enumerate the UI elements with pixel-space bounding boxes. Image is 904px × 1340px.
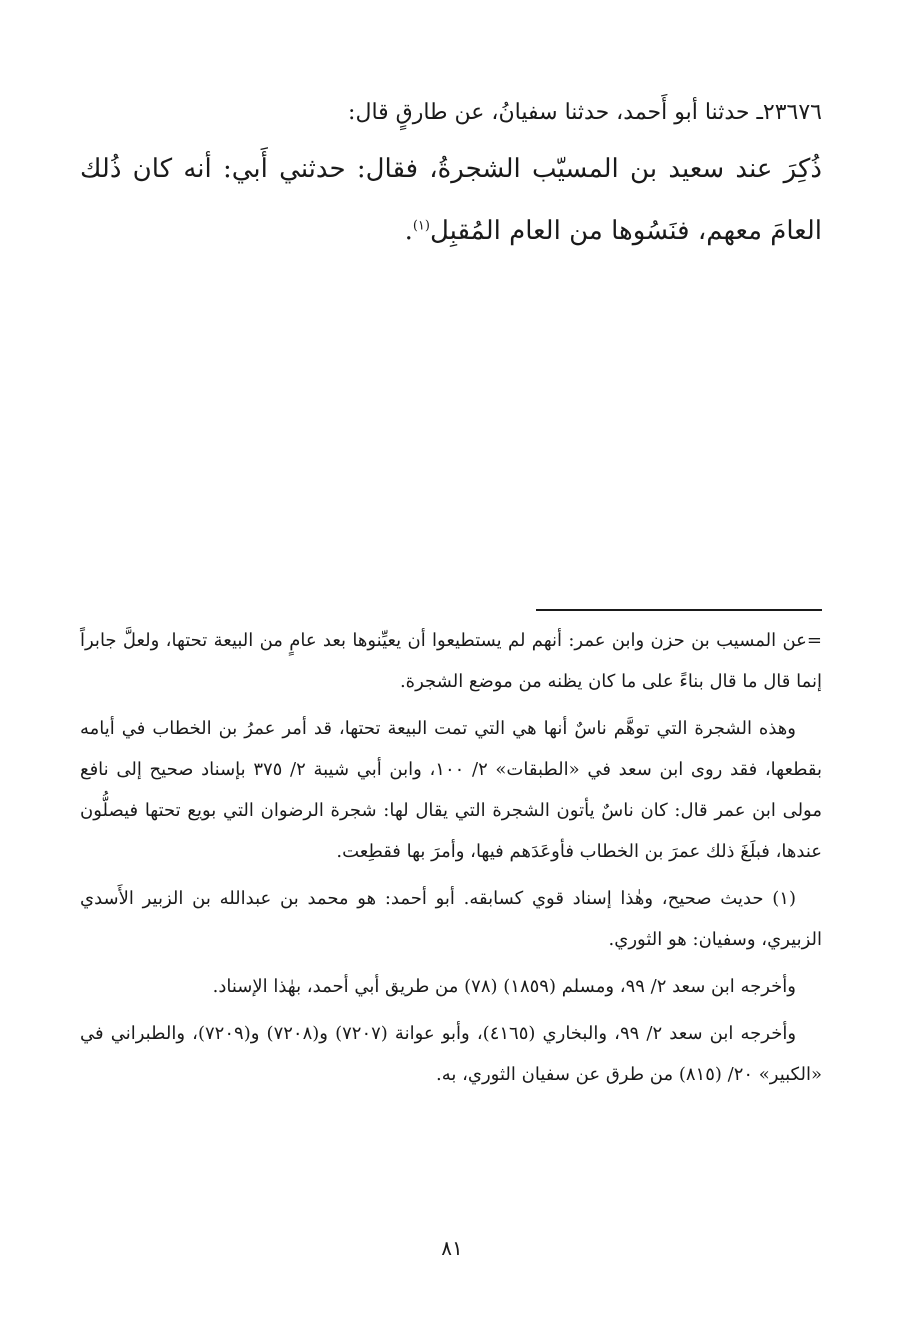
- footnote-continuation: =عن المسيب بن حزن وابن عمر: أنهم لم يستطيعوا أن يعيِّنوها بعد عامٍ من البيعة تحتها، ولعلَّ جابراً إنما قال ما قال بناءً على ما كان يظنه من موضع الشجرة.: [80, 630, 822, 692]
- hadith-body: [80, 138, 822, 262]
- footnote-takhrij-1: وأخرجه ابن سعد ٢/ ٩٩، ومسلم (١٨٥٩) (٧٨) من طريق أبي أحمد، بهٰذا الإسناد.: [212, 976, 796, 997]
- footnote-paragraph-tree: وهذه الشجرة التي توهَّم ناسٌ أنها هي التي تمت البيعة تحتها، قد أمر عمرُ بن الخطاب في أيامه بقطعها، فقد روى ابن سعد في «الطبقات» ٢/ ١٠٠، وابن أبي شيبة ٢/ ٣٧٥ بإسناد صحيح إلى نافع مولى ابن عمر قال: كان ناسٌ يأتون الشجرة التي يقال لها: شجرة الرضوان التي بويع تحتها فيصلُّون عندها، فبلَغَ ذلك عمرَ بن الخطاب فأوعَدَهم فيها، وأمرَ بها فقطِعت.: [80, 718, 823, 862]
- footnote-marker: (١): [412, 218, 430, 234]
- footnote-1: (١) حديث صحيح، وهٰذا إسناد قوي كسابقه. أبو أحمد: هو محمد بن عبدالله بن الزبير الأَسدي الزبيري، وسفيان: هو الثوري.: [80, 888, 822, 950]
- main-text: [80, 88, 822, 262]
- hadith-body-text: ذُكِرَ عند سعيد بن المسيّب الشجرةُ، فقال: حدثني أَبي: أنه كان ذُلك العامَ معهم، فنَسُوها من العام المُقبِل: [80, 154, 822, 246]
- footnote-takhrij-2: وأخرجه ابن سعد ٢/ ٩٩، والبخاري (٤١٦٥)، وأبو عوانة (٧٢٠٧) و(٧٢٠٨) و(٧٢٠٩)، والطبراني في «الكبير» ٢٠/ (٨١٥) من طرق عن سفيان الثوري، به.: [80, 1023, 822, 1085]
- footnote-separator: [536, 609, 822, 611]
- hadith-header: ٢٣٦٧٦ـ حدثنا أبو أَحمد، حدثنا سفيانُ، عن طارقٍ قال:: [348, 100, 822, 125]
- footnotes: [80, 620, 822, 1101]
- hadith-end: .: [404, 216, 413, 246]
- page-number: ٨١: [441, 1236, 463, 1260]
